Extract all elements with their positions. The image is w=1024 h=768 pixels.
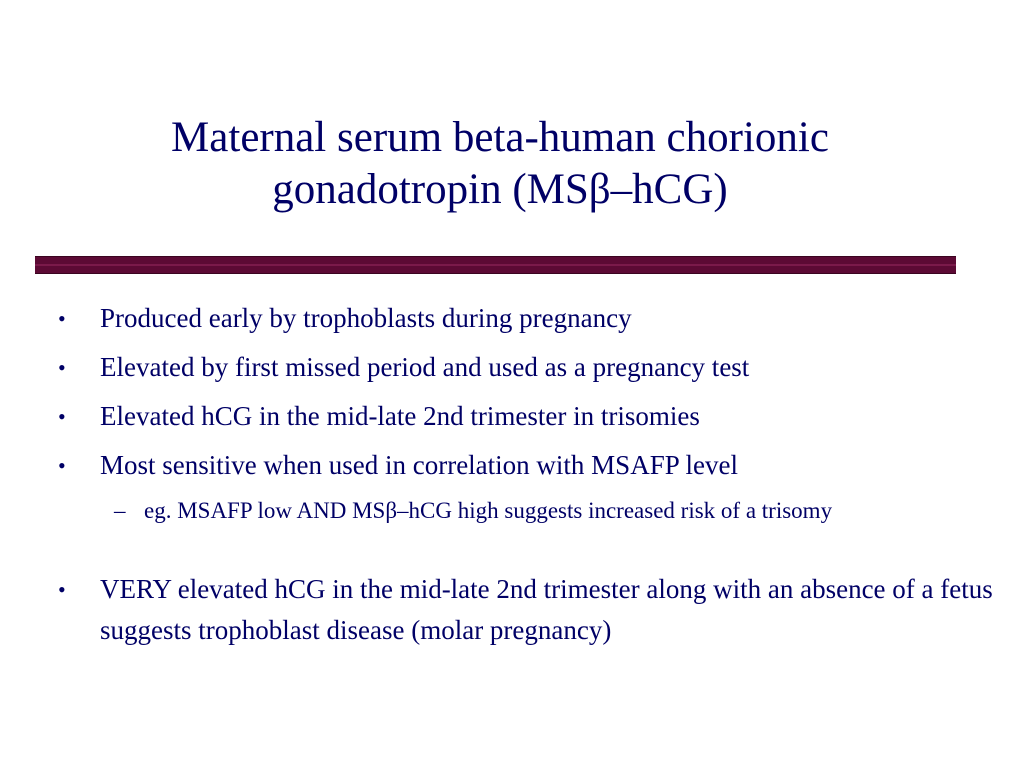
bullet-dot-icon: • bbox=[58, 404, 66, 429]
bullet-text: Elevated hCG in the mid-late 2nd trimester in trisomies bbox=[100, 401, 700, 431]
bullet-text: Elevated by first missed period and used as a pregnancy test bbox=[100, 352, 750, 382]
bullet-text: Produced early by trophoblasts during pregnancy bbox=[100, 303, 632, 333]
slide-title-line-1: Maternal serum beta-human chorionic bbox=[171, 114, 829, 161]
bullet-dot-icon: • bbox=[58, 577, 66, 602]
bullet-text: Most sensitive when used in correlation with MSAFP level bbox=[100, 450, 738, 480]
bullet-dot-icon: • bbox=[58, 453, 66, 478]
bullet-text: VERY elevated hCG in the mid-late 2nd trimester along with an absence of a fetus suggests trophoblast disease (molar pregnancy) bbox=[100, 574, 993, 645]
bullet-dot-icon: • bbox=[58, 306, 66, 331]
sub-bullet-dash-icon: – bbox=[114, 498, 126, 523]
bullet-dot-icon: • bbox=[58, 355, 66, 380]
slide-title-line-2: gonadotropin (MSβ–hCG) bbox=[272, 166, 728, 213]
sub-bullet-text: eg. MSAFP low AND MSβ–hCG high suggests increased risk of a trisomy bbox=[144, 498, 833, 523]
title-divider-rule bbox=[35, 256, 956, 274]
slide-title bbox=[60, 112, 940, 216]
